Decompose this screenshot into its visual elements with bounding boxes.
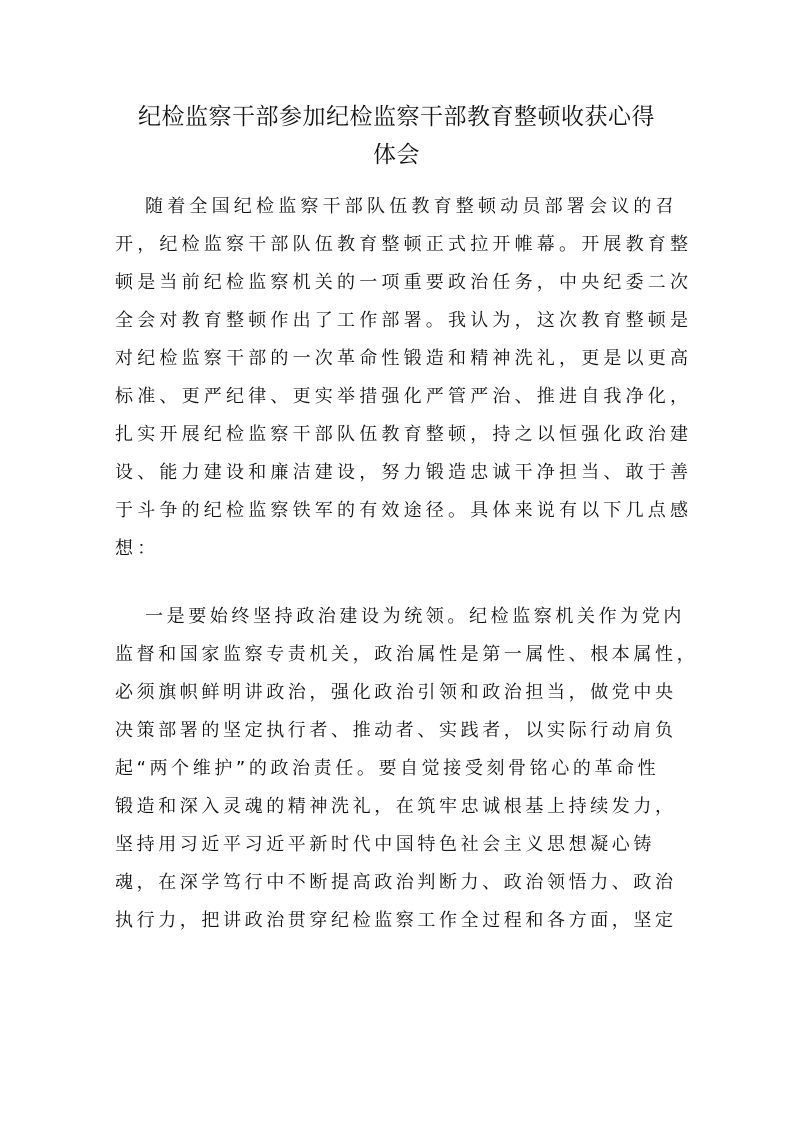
text-line: 一是要始终坚持政治建设为统领。纪检监察机关作为党内 <box>145 606 685 627</box>
text-line: 顿是当前纪检监察机关的一项重要政治任务，中央纪委二次 <box>115 272 693 293</box>
text-line: 锻造和深入灵魂的精神洗礼，在筑牢忠诚根基上持续发力， <box>115 796 677 817</box>
text-line: 魂，在深学笃行中不断提高政治判断力、政治领悟力、政治 <box>115 872 677 893</box>
text-line: 随着全国纪检监察干部队伍教育整顿动员部署会议的召 <box>145 196 678 217</box>
text-line: 设、能力建设和廉洁建设，努力锻造忠诚干净担当、敢于善 <box>115 462 693 483</box>
title-line: 纪检监察干部参加纪检监察干部教育整顿收获心得 <box>138 104 655 130</box>
text-line: 决策部署的坚定执行者、推动者、实践者，以实际行动肩负 <box>115 720 677 741</box>
text-line: 必须旗帜鲜明讲政治，强化政治引领和政治担当，做党中央 <box>115 682 677 703</box>
document-title <box>100 98 693 174</box>
text-line: 标准、更严纪律、更实举措强化严管严治、推进自我净化， <box>115 386 693 407</box>
text-line: 对纪检监察干部的一次革命性锻造和精神洗礼，更是以更高 <box>115 348 693 369</box>
text-line: 起“两个维护”的政治责任。要自觉接受刻骨铭心的革命性 <box>115 758 660 779</box>
text-line: 想： <box>115 538 160 559</box>
text-line: 于斗争的纪检监察铁军的有效途径。具体来说有以下几点感 <box>115 500 693 521</box>
text-line: 执行力，把讲政治贯穿纪检监察工作全过程和各方面，坚定 <box>115 910 677 931</box>
text-line: 坚持用习近平习近平新时代中国特色社会主义思想凝心铸 <box>115 834 655 855</box>
paragraph-point-one <box>115 598 699 940</box>
text-line: 全会对教育整顿作出了工作部署。我认为，这次教育整顿是 <box>115 310 693 331</box>
text-line: 扎实开展纪检监察干部队伍教育整顿，持之以恒强化政治建 <box>115 424 693 445</box>
text-line: 开，纪检监察干部队伍教育整顿正式拉开帷幕。开展教育整 <box>115 234 693 255</box>
text-line: 监督和国家监察专责机关，政治属性是第一属性、根本属性， <box>115 644 699 665</box>
paragraph-intro <box>115 188 693 568</box>
title-line: 体会 <box>373 142 420 168</box>
